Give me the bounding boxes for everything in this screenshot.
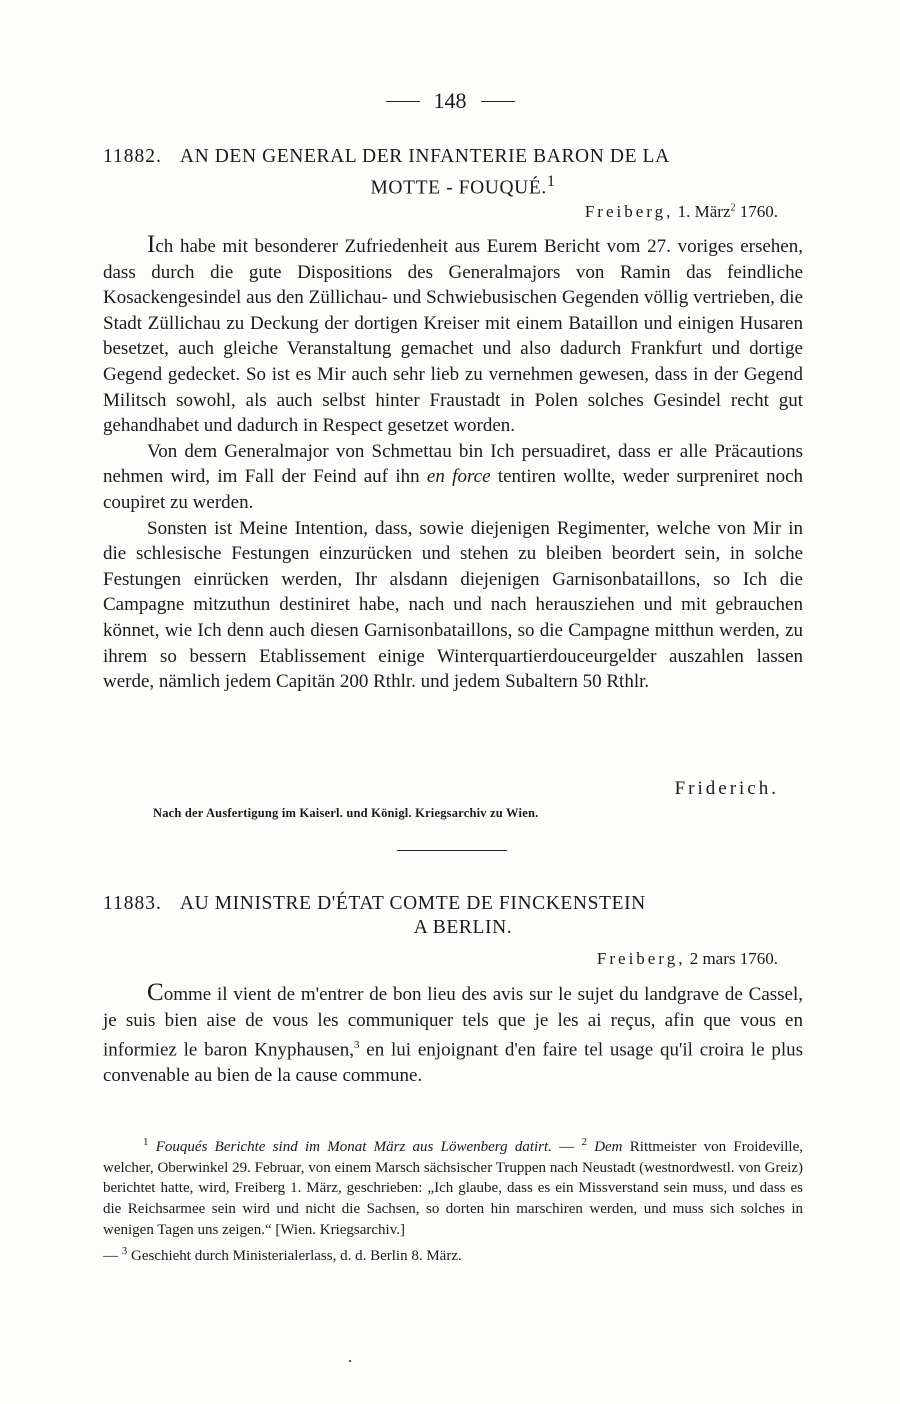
footnotes <box>103 1132 803 1266</box>
footnote-ref: 3 <box>353 1039 360 1052</box>
letter-body-11882 <box>103 232 803 695</box>
paragraph <box>103 980 803 1089</box>
date-year: 1760. <box>739 949 778 968</box>
letter-number: 11883. <box>103 893 162 914</box>
signature: Friderich. <box>674 778 779 799</box>
footnote-paragraph <box>103 1132 803 1241</box>
paragraph-text: Von dem Generalmajor von Schmettau bin Ich persuadiret, dass er alle Präcautions nehmen wird, im Fall der Feind auf ihn <box>103 440 803 488</box>
letter-title-11883 <box>103 892 803 940</box>
italic-phrase: en force <box>426 466 491 488</box>
footnote-dash: — <box>551 1139 582 1155</box>
footnote-2: Rittmeister von Froideville, welcher, Oberwinkel 29. Februar, von einem Marsch sächsischer Truppen nach Neustadt (westnordwestl. von Greiz) berichtet hatte, wird, Freiberg 1. März, geschrieben: „Ich glaube, dass es ein Missverstand sein muss, und dass es die Reichsarmee sein wird und nicht die Sachsen, so dorten hin marschiren werden, und muss sich solches in wenigen Tagen uns zeigen.“ [Wien. Kriegsarchiv.] <box>103 1139 803 1238</box>
footnote-marker: 1 <box>143 1136 149 1148</box>
paragraph-text: Sonsten ist Meine Intention, dass, sowie diejenigen Regimenter, welche von Mir in die schlesische Festungen einzurücken und stehen zu bleiben beordert sein, in solche Festungen einrücken werden, Ihr alsdann diejenigen Garnisonbataillons, so Ich die Campagne mitzuthun destiniret habe, nach und nach herausziehen und mit gebrauchen könnet, wie Ich denn auch diesen Garnisonbataillons, so die Campagne mitthun werden, zu ihrem so bessern Etablissement einige Winterquartierdouceurgelder auszahlen lassen werde, nämlich jedem Capitän 200 Rthlr. und jedem Subaltern 50 Rthlr. <box>103 517 803 693</box>
letter-body-11883 <box>103 980 803 1089</box>
dateline-11882 <box>585 202 778 222</box>
letter-heading-line1: AN DEN GENERAL DER INFANTERIE BARON DE LA <box>179 146 670 167</box>
footnote-ref: 2 <box>730 202 736 214</box>
footnote-marker: 2 <box>581 1136 587 1148</box>
paragraph-text: ch habe mit besonderer Zufriedenheit aus Eurem Bericht vom 27. voriges ersehen, dass durch die gute Dispositions des Generalmajors von Ramin das feindliche Kosackengesindel aus den Züllichau- und Schwiebusischen Gegenden völlig vertrieben, die Stadt Züllichau zu Deckung der dortigen Kreiser mit einem Bataillon und einigen Husaren besetzet, auch gleiche Veranstaltung gemachet und also dadurch Frankfurt und dortige Gegend gedecket. So ist es Mir auch sehr lieb zu vernehmen gewesen, dass in der Gegend Militsch sowohl, als auch selbst hinter Fraustadt in Polen solches Gesindel recht gut gehandhabet und dadurch in Respect gesetzet worden. <box>103 236 803 437</box>
page-number: 148 <box>433 88 467 113</box>
section-divider <box>397 850 507 851</box>
date-place: Freiberg, <box>584 202 674 221</box>
paragraph <box>103 232 803 439</box>
footnote-marker: 3 <box>121 1244 128 1257</box>
page-header <box>0 88 900 114</box>
footnote-dash: — <box>103 1247 122 1264</box>
initial-letter: C <box>147 979 164 1006</box>
paragraph <box>103 439 803 516</box>
date-place: Freiberg, <box>596 949 686 968</box>
footnote-ref: 1 <box>546 172 556 190</box>
paragraph-text: tentiren wollte, weder surpreniret noch coupiret zu werden. <box>103 466 803 513</box>
letter-heading-line1: AU MINISTRE D'ÉTAT COMTE DE FINCKENSTEIN <box>179 893 646 914</box>
letter-number: 11882. <box>103 146 162 167</box>
date-day: 1. März <box>677 202 731 221</box>
letter-heading-line2: A BERLIN. <box>413 917 513 938</box>
paragraph-text: en lui enjoignant d'en faire tel usage qu'il croira le plus convenable au bien de la cause commune. <box>103 1039 804 1087</box>
letter-title-11882 <box>103 145 803 201</box>
footnote-2-italic: Dem <box>594 1139 623 1155</box>
header-rule-left <box>386 101 420 102</box>
date-year: 1760. <box>739 202 778 221</box>
footnote-paragraph <box>103 1241 803 1267</box>
footnote-1: Fouqués Berichte sind im Monat März aus Löwenberg datirt. <box>155 1139 552 1155</box>
paragraph <box>103 516 803 695</box>
print-speck <box>349 1360 351 1362</box>
date-day: 2 mars <box>689 949 736 968</box>
letter-heading-line2: MOTTE - FOUQUÉ. <box>370 177 547 199</box>
dateline-11883 <box>597 949 778 969</box>
source-note: Nach der Ausfertigung im Kaiserl. und Königl. Kriegsarchiv zu Wien. <box>153 806 539 820</box>
paragraph-text: omme il vient de m'entrer de bon lieu des avis sur le sujet du landgrave de Cassel, je suis bien aise de vous les communiquer tels que je les ai reçus, afin que vous en informiez le baron Knyphausen, <box>103 984 803 1061</box>
footnote-3: Geschieht durch Ministerialerlass, d. d. Berlin 8. März. <box>127 1247 462 1264</box>
header-rule-right <box>481 101 515 102</box>
initial-letter: I <box>147 231 156 258</box>
